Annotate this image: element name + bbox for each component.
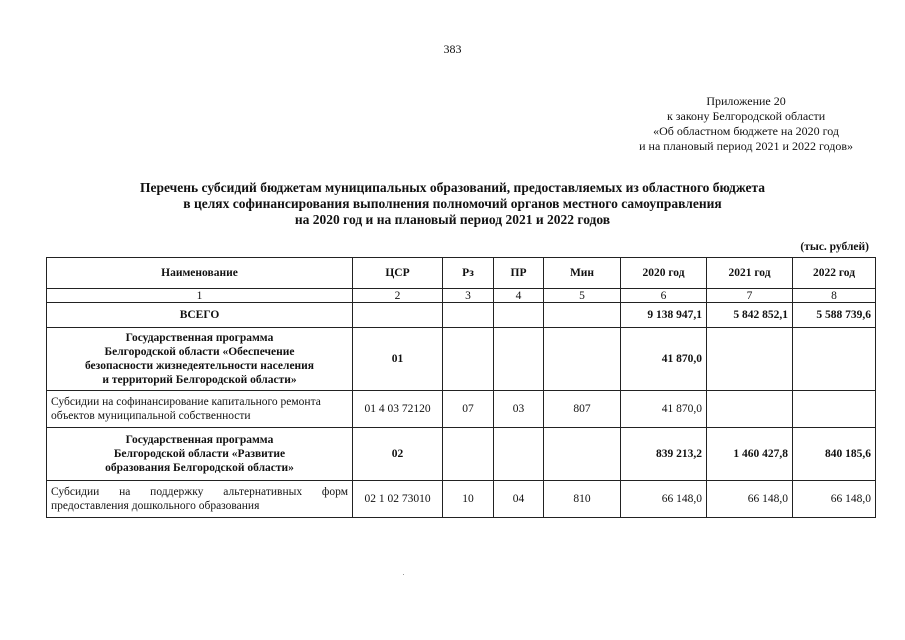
appendix-line-4: и на плановый период 2021 и 2022 годов» (639, 139, 853, 153)
unit-label: (тыс. рублей) (800, 241, 869, 253)
column-number: 8 (793, 289, 876, 303)
empty-cell (707, 328, 793, 391)
table-row-subsidy (47, 391, 876, 428)
program-2022: 840 185,6 (793, 428, 876, 481)
appendix-line-2: к закону Белгородской области (666, 109, 826, 123)
header-2021: 2021 год (707, 258, 793, 289)
empty-cell (494, 328, 544, 391)
title-line-3: на 2020 год и на плановый период 2021 и 2022 годов (294, 212, 611, 227)
empty-cell (544, 428, 621, 481)
total-label: ВСЕГО (47, 303, 353, 328)
program-name (47, 428, 353, 481)
total-2021: 5 842 852,1 (707, 303, 793, 328)
empty-cell (443, 428, 494, 481)
program-csr: 01 (353, 328, 443, 391)
empty-cell (707, 391, 793, 428)
subsidy-2020: 66 148,0 (621, 481, 707, 518)
subsidy-csr: 01 4 03 72120 (353, 391, 443, 428)
column-number: 3 (443, 289, 494, 303)
program-csr: 02 (353, 428, 443, 481)
empty-cell (544, 328, 621, 391)
title-line-2: в целях софинансирования выполнения полномочий органов местного самоуправления (183, 196, 722, 211)
program-name-line: и территорий Белгородской области» (102, 374, 297, 386)
subsidy-min: 810 (544, 481, 621, 518)
subsidy-name: Субсидии на софинансирование капитального ремонта объектов муниципальной собственности (47, 391, 353, 428)
empty-cell (494, 428, 544, 481)
empty-cell (793, 328, 876, 391)
program-name-line: образования Белгородской области» (105, 462, 294, 474)
document-title (0, 180, 905, 228)
header-rz: Рз (443, 258, 494, 289)
header-min: Мин (544, 258, 621, 289)
program-2020: 41 870,0 (621, 328, 707, 391)
header-2022: 2022 год (793, 258, 876, 289)
subsidy-rz: 10 (443, 481, 494, 518)
empty-cell (353, 303, 443, 328)
column-number: 2 (353, 289, 443, 303)
table-row-total (47, 303, 876, 328)
column-number: 5 (544, 289, 621, 303)
empty-cell (443, 303, 494, 328)
appendix-header (639, 94, 853, 154)
appendix-line-3: «Об областном бюджете на 2020 год (653, 124, 840, 138)
program-name-line: Белгородской области «Обеспечение (104, 346, 295, 358)
column-number: 1 (47, 289, 353, 303)
program-name (47, 328, 353, 391)
program-name-line: безопасности жизнедеятельности населения (84, 360, 315, 372)
subsidies-table (46, 257, 876, 518)
header-pr: ПР (494, 258, 544, 289)
header-name: Наименование (47, 258, 353, 289)
subsidy-2021: 66 148,0 (707, 481, 793, 518)
table-row-subsidy (47, 481, 876, 518)
program-name-line: Белгородской области «Развитие (113, 448, 286, 460)
program-name-line: Государственная программа (125, 332, 274, 344)
table-row-program (47, 428, 876, 481)
header-2020: 2020 год (621, 258, 707, 289)
header-csr: ЦСР (353, 258, 443, 289)
subsidy-name: Субсидии на поддержку альтернативных форм предоставления дошкольного образования (47, 481, 353, 518)
table-header-row (47, 258, 876, 289)
subsidy-rz: 07 (443, 391, 494, 428)
appendix-line-1: Приложение 20 (706, 94, 786, 108)
total-2022: 5 588 739,6 (793, 303, 876, 328)
total-2020: 9 138 947,1 (621, 303, 707, 328)
empty-cell (544, 303, 621, 328)
subsidy-2022: 66 148,0 (793, 481, 876, 518)
subsidy-pr: 04 (494, 481, 544, 518)
subsidy-min: 807 (544, 391, 621, 428)
column-number: 4 (494, 289, 544, 303)
table-row-program (47, 328, 876, 391)
subsidy-pr: 03 (494, 391, 544, 428)
program-2020: 839 213,2 (621, 428, 707, 481)
page-number: 383 (443, 42, 462, 56)
subsidy-csr: 02 1 02 73010 (353, 481, 443, 518)
column-numbers-row (47, 289, 876, 303)
scan-speck (403, 574, 404, 575)
title-line-1: Перечень субсидий бюджетам муниципальных образований, предоставляемых из областного бюджета (139, 180, 766, 195)
program-2021: 1 460 427,8 (707, 428, 793, 481)
empty-cell (443, 328, 494, 391)
empty-cell (494, 303, 544, 328)
column-number: 7 (707, 289, 793, 303)
program-name-line: Государственная программа (125, 434, 274, 446)
empty-cell (793, 391, 876, 428)
subsidy-2020: 41 870,0 (621, 391, 707, 428)
column-number: 6 (621, 289, 707, 303)
